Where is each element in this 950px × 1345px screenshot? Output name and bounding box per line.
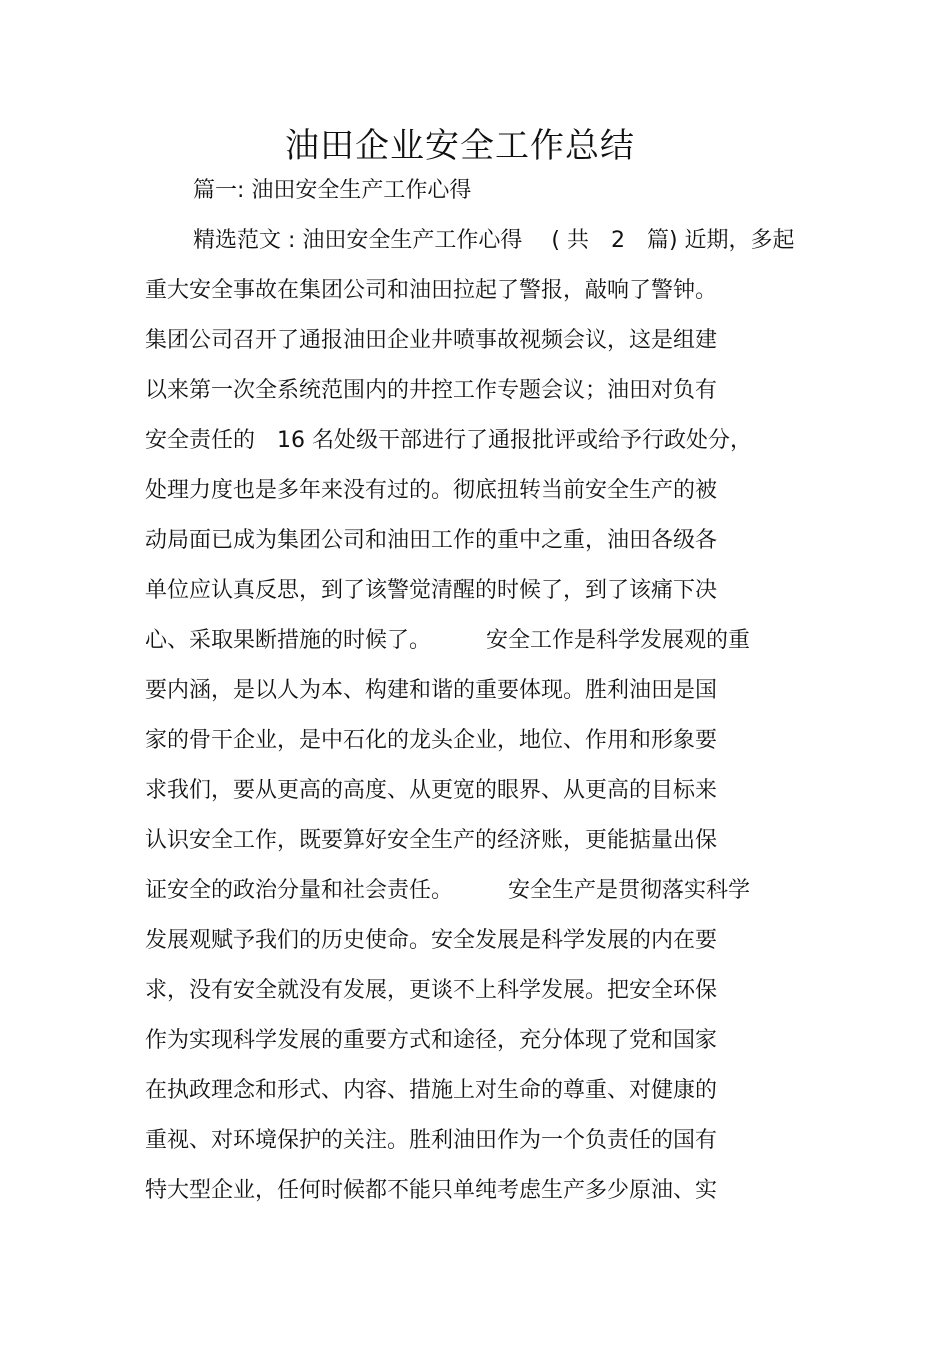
paragraph-line: 作为实现科学发展的重要方式和途径，充分体现了党和国家 bbox=[145, 1028, 718, 1053]
paragraph-line: 安全责任的 16 名处级干部进行了通报批评或给予行政处分， bbox=[145, 428, 752, 453]
paragraph-line: 求我们，要从更高的高度、从更宽的眼界、从更高的目标来 bbox=[145, 778, 718, 803]
paragraph-line: 特大型企业，任何时候都不能只单纯考虑生产多少原油、实 bbox=[145, 1178, 718, 1203]
paragraph-line: 精选范文 : 油田安全生产工作心得 ( 共 2 篇) 近期，多起 bbox=[193, 228, 795, 253]
paragraph-line: 发展观赋予我们的历史使命。安全发展是科学发展的内在要 bbox=[145, 928, 718, 953]
paragraph-line: 在执政理念和形式、内容、措施上对生命的尊重、对健康的 bbox=[145, 1078, 718, 1103]
paragraph-line: 动局面已成为集团公司和油田工作的重中之重，油田各级各 bbox=[145, 528, 718, 553]
paragraph-line: 心、采取果断措施的时候了。 安全工作是科学发展观的重 bbox=[145, 628, 751, 653]
section-heading: 篇一: 油田安全生产工作心得 bbox=[193, 178, 472, 203]
paragraph-line: 认识安全工作，既要算好安全生产的经济账，更能掂量出保 bbox=[145, 828, 718, 853]
paragraph-line: 以来第一次全系统范围内的井控工作专题会议；油田对负有 bbox=[145, 378, 718, 403]
paragraph-line: 求，没有安全就没有发展，更谈不上科学发展。把安全环保 bbox=[145, 978, 718, 1003]
paragraph-line: 证安全的政治分量和社会责任。 安全生产是贯彻落实科学 bbox=[145, 878, 751, 903]
paragraph-line: 家的骨干企业，是中石化的龙头企业，地位、作用和形象要 bbox=[145, 728, 718, 753]
document-title: 油田企业安全工作总结 bbox=[285, 126, 635, 166]
paragraph-line: 处理力度也是多年来没有过的。彻底扭转当前安全生产的被 bbox=[145, 478, 718, 503]
paragraph-line: 重视、对环境保护的关注。胜利油田作为一个负责任的国有 bbox=[145, 1128, 718, 1153]
paragraph-line: 要内涵，是以人为本、构建和谐的重要体现。胜利油田是国 bbox=[145, 678, 718, 703]
paragraph-line: 重大安全事故在集团公司和油田拉起了警报，敲响了警钟。 bbox=[145, 278, 718, 303]
paragraph-line: 集团公司召开了通报油田企业井喷事故视频会议，这是组建 bbox=[145, 328, 718, 353]
paragraph-line: 单位应认真反思，到了该警觉清醒的时候了，到了该痛下决 bbox=[145, 578, 718, 603]
